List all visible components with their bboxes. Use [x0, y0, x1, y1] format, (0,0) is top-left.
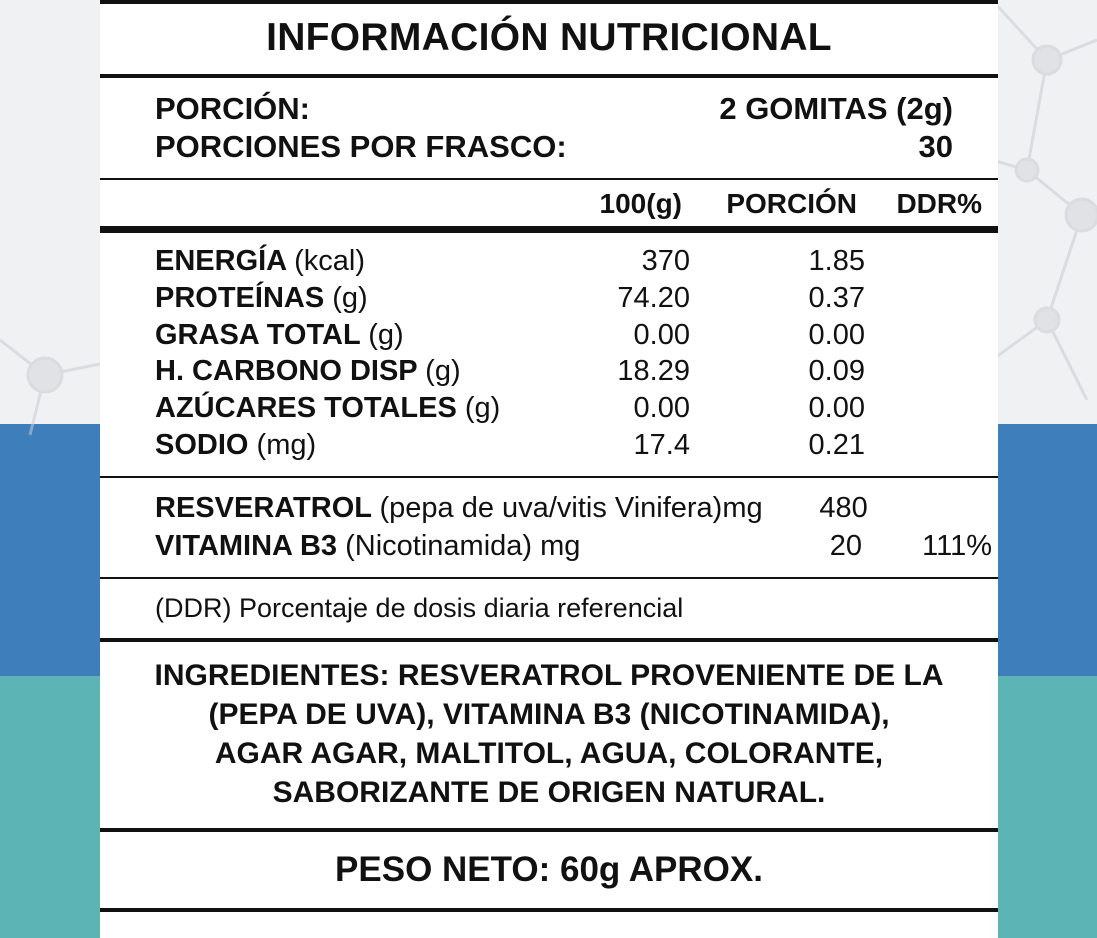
ingredients-line-2: (PEPA DE UVA), VITAMINA B3 (NICOTINAMIDA),	[208, 698, 890, 732]
active-ingredients-table	[100, 478, 998, 577]
nutrient-per-100g: 74.20	[617, 281, 690, 314]
divider-after-columns	[100, 226, 998, 233]
active-name-text: VITAMINA B3	[155, 529, 338, 562]
table-row	[100, 353, 998, 390]
active-name-text: RESVERATROL	[155, 491, 372, 524]
active-amount: 480	[819, 491, 868, 524]
ingredients-line-1: INGREDIENTES: RESVERATROL PROVENIENTE DE LA	[154, 659, 944, 693]
nutrient-name	[100, 427, 520, 464]
nutrient-name	[100, 353, 520, 390]
nutrient-name-text: ENERGÍA	[155, 245, 287, 277]
serving-section	[100, 78, 998, 178]
nutrient-unit: (kcal)	[294, 245, 366, 277]
table-row	[100, 490, 998, 528]
nutrient-table	[100, 233, 998, 476]
table-row	[100, 243, 998, 280]
nutrient-name-text: GRASA TOTAL	[155, 318, 361, 351]
servings-per-container-label: PORCIONES POR FRASCO:	[155, 129, 567, 164]
nutrient-name-text: AZÚCARES TOTALES	[155, 392, 457, 425]
active-amount: 20	[829, 529, 862, 562]
nutrition-facts-label	[100, 0, 998, 938]
net-weight-text: PESO NETO: 60g APROX.	[335, 850, 763, 890]
nutrient-per-100g: 0.00	[633, 392, 690, 425]
nutrient-per-100g: 18.29	[617, 355, 690, 388]
nutrient-per-portion: 1.85	[808, 245, 865, 277]
nutrient-name	[100, 390, 520, 427]
nutrient-per-portion: 0.21	[808, 429, 865, 462]
nutrient-name-text: PROTEÍNAS	[155, 281, 325, 314]
serving-portion-label: PORCIÓN:	[155, 91, 310, 126]
nutrient-per-portion: 0.09	[808, 355, 865, 388]
nutrient-per-portion: 0.00	[808, 392, 865, 425]
ingredients-line-3: AGAR AGAR, MALTITOL, AGUA, COLORANTE,	[214, 737, 884, 771]
serving-portion-row	[100, 90, 998, 128]
nutrient-per-portion: 0.37	[808, 281, 865, 314]
active-name	[100, 490, 763, 528]
servings-per-container-value: 30	[918, 129, 953, 164]
nutrient-name	[100, 317, 520, 354]
nutrient-per-100g: 370	[641, 245, 690, 277]
nutrient-unit: (g)	[368, 318, 404, 351]
table-row	[100, 317, 998, 354]
nutrient-name	[100, 243, 520, 280]
active-detail: (pepa de uva/vitis Vinifera)mg	[379, 491, 763, 524]
table-row	[100, 528, 998, 566]
active-detail: (Nicotinamida) mg	[345, 529, 581, 562]
column-header-ddr: DDR%	[896, 188, 982, 219]
active-name	[100, 528, 752, 566]
column-header-per-100g: 100(g)	[599, 188, 682, 219]
ddr-footnote: (DDR) Porcentaje de dosis diaria referencial	[155, 593, 684, 624]
table-row	[100, 390, 998, 427]
servings-per-container-row	[100, 128, 998, 166]
nutrient-unit: (mg)	[256, 429, 317, 462]
divider-bottom	[100, 908, 998, 912]
table-row	[100, 280, 998, 317]
table-row	[100, 427, 998, 464]
ingredients-block	[100, 642, 998, 828]
column-header-per-portion: PORCIÓN	[726, 188, 857, 219]
nutrient-unit: (g)	[464, 392, 501, 425]
nutrient-name	[100, 280, 520, 317]
serving-portion-value: 2 GOMITAS (2g)	[719, 91, 953, 126]
nutrient-unit: (g)	[332, 281, 368, 314]
nutrient-name-text: SODIO	[155, 429, 249, 462]
label-title: INFORMACIÓN NUTRICIONAL	[266, 16, 832, 59]
nutrient-per-portion: 0.00	[808, 318, 865, 351]
nutrient-unit: (g)	[425, 355, 461, 388]
nutrient-per-100g: 17.4	[633, 429, 690, 462]
column-header-section	[100, 180, 998, 226]
column-header-spacer	[108, 188, 512, 220]
nutrient-name-text: H. CARBONO DISP	[155, 355, 418, 388]
nutrient-per-100g: 0.00	[633, 318, 690, 351]
ingredients-line-4: SABORIZANTE DE ORIGEN NATURAL.	[272, 776, 826, 810]
column-headers	[108, 180, 990, 226]
active-ddr: 111%	[922, 529, 992, 562]
